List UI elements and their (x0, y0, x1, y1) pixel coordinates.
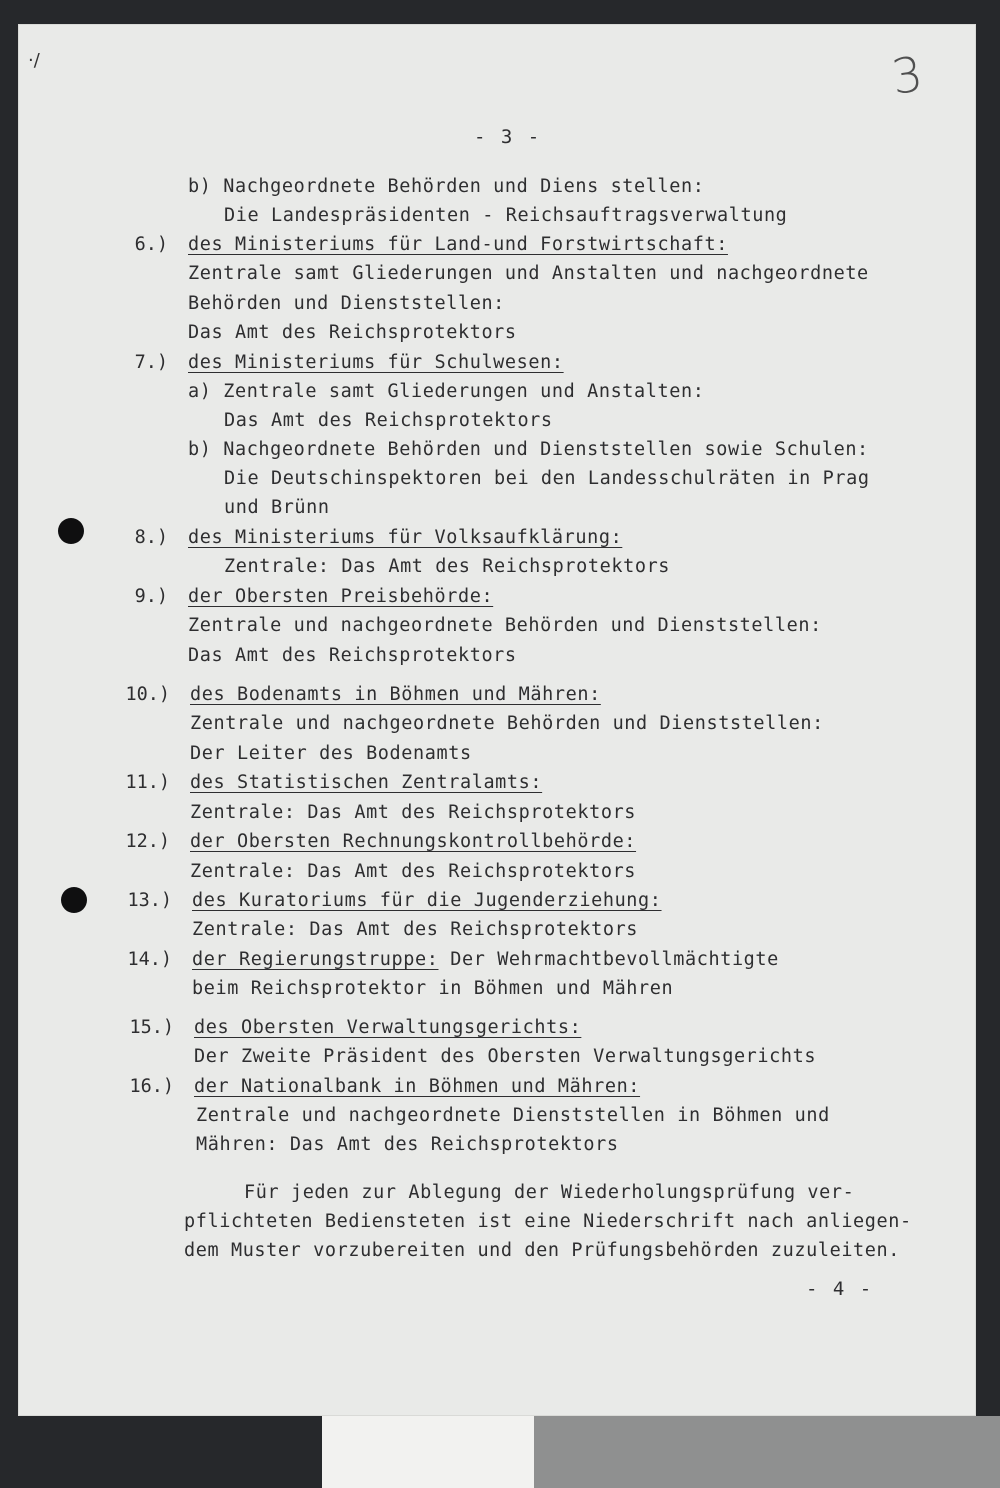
text-line: Der Zweite Präsident des Obersten Verwaltungsgerichts (194, 1046, 817, 1067)
scan-gray-strip (534, 1416, 1000, 1488)
text-line: Behörden und Dienststellen: (188, 293, 505, 314)
text-line: Zentrale samt Gliederungen und Anstalten und nachgeordnete (188, 263, 869, 284)
text-line: Zentrale und nachgeordnete Behörden und Dienststellen: (188, 615, 822, 636)
item-number: 15.) (129, 1017, 174, 1038)
section-heading: der Obersten Preisbehörde: (188, 586, 494, 607)
text-line: Zentrale und nachgeordnete Behörden und Dienststellen: (190, 713, 824, 734)
item-number: 14.) (127, 949, 172, 970)
section-heading: des Kuratoriums für die Jugenderziehung: (192, 890, 662, 911)
text-line: Der Leiter des Bodenamts (190, 743, 472, 764)
section-heading: der Nationalbank in Böhmen und Mähren: (194, 1076, 641, 1097)
item-number: 12.) (125, 831, 170, 852)
text-line: Das Amt des Reichsprotektors (188, 645, 517, 666)
item-number: 13.) (127, 890, 172, 911)
section-heading: des Bodenamts in Böhmen und Mähren: (190, 684, 601, 705)
text-line: Zentrale: Das Amt des Reichsprotektors (190, 802, 637, 823)
paragraph-line: dem Muster vorzubereiten und den Prüfungsbehörden zuzuleiten. (184, 1240, 901, 1261)
item-number: 6.) (134, 234, 168, 255)
text-line: Der Wehrmachtbevollmächtigte (438, 949, 779, 970)
item-number: 8.) (134, 527, 168, 548)
text-line: b) Nachgeordnete Behörden und Dienststellen sowie Schulen: (188, 439, 869, 460)
section-heading: des Ministeriums für Land-und Forstwirtschaft: (188, 234, 728, 255)
text-line: Die Landespräsidenten - Reichsauftragsverwaltung (224, 205, 788, 226)
text-line: Die Deutschinspektoren bei den Landesschulräten in Prag (224, 468, 870, 489)
item-number: 16.) (129, 1076, 174, 1097)
text-line: b) Nachgeordnete Behörden und Diens stellen: (188, 176, 705, 197)
archive-page-number: 3 (888, 46, 927, 106)
text-line: beim Reichsprotektor in Böhmen und Mähren (192, 978, 674, 999)
text-line: Zentrale und nachgeordnete Dienststellen in Böhmen und (196, 1105, 830, 1126)
text-line: Mähren: Das Amt des Reichsprotektors (196, 1134, 619, 1155)
paragraph-line: pflichteten Bediensteten ist eine Niederschrift nach anliegen- (184, 1211, 912, 1232)
text-line: Zentrale: Das Amt des Reichsprotektors (190, 861, 637, 882)
section-heading: des Ministeriums für Schulwesen: (188, 352, 564, 373)
item-number: 10.) (125, 684, 170, 705)
text-line: a) Zentrale samt Gliederungen und Anstalten: (188, 381, 705, 402)
section-heading-line (192, 949, 779, 970)
page-number: - 3 - (474, 126, 542, 148)
paragraph-line: Für jeden zur Ablegung der Wiederholungsprüfung ver- (244, 1182, 855, 1203)
item-number: 11.) (125, 772, 170, 793)
punch-hole-upper (58, 518, 84, 544)
text-line: und Brünn (224, 497, 330, 518)
section-heading: der Regierungstruppe: (192, 949, 439, 970)
text-line: Das Amt des Reichsprotektors (188, 322, 517, 343)
text-line: Zentrale: Das Amt des Reichsprotektors (224, 556, 671, 577)
section-heading: des Ministeriums für Volksaufklärung: (188, 527, 623, 548)
item-number: 7.) (134, 352, 168, 373)
scan-white-strip (322, 1416, 534, 1488)
section-heading: des Statistischen Zentralamts: (190, 772, 543, 793)
text-line: Das Amt des Reichsprotektors (224, 410, 553, 431)
corner-mark: ·/ (28, 50, 40, 71)
section-heading: der Obersten Rechnungskontrollbehörde: (190, 831, 637, 852)
next-page-indicator: - 4 - (806, 1278, 874, 1300)
text-line: Zentrale: Das Amt des Reichsprotektors (192, 919, 639, 940)
punch-hole-lower (61, 887, 87, 913)
item-number: 9.) (134, 586, 168, 607)
section-heading: des Obersten Verwaltungsgerichts: (194, 1017, 582, 1038)
